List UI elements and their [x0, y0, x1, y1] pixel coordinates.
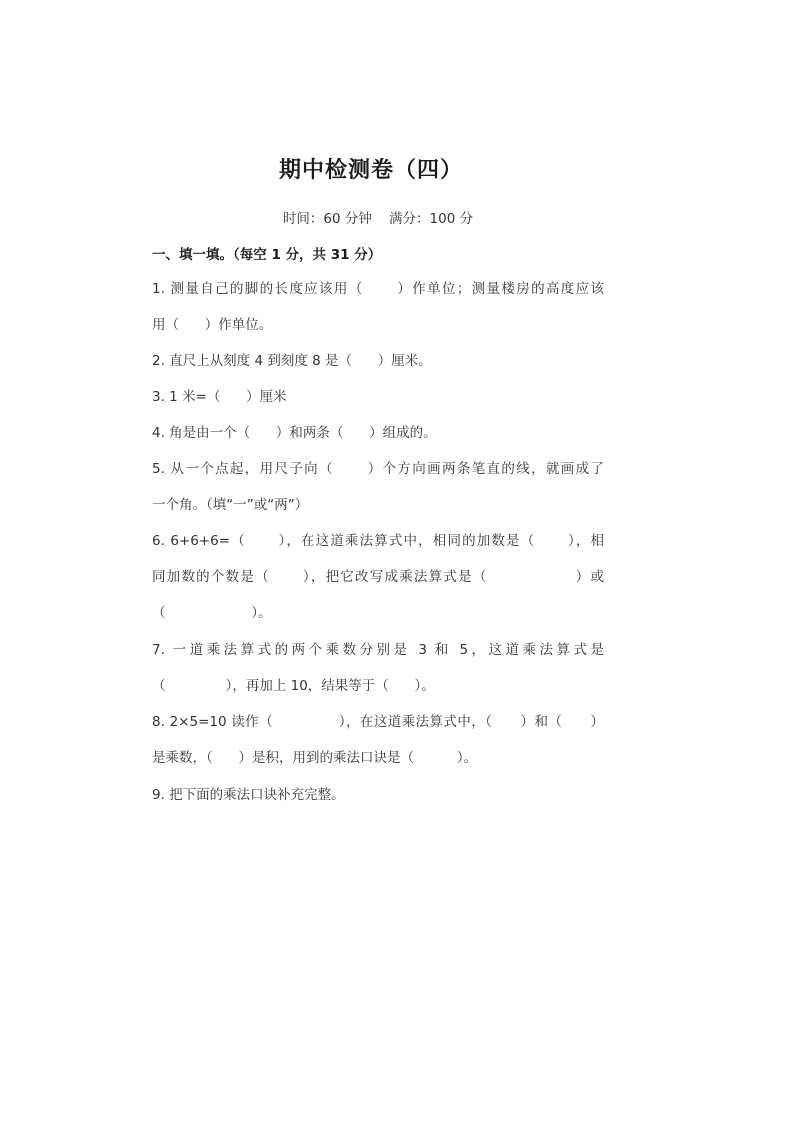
- question-line: 8. 2×5=10 读作（ ），在这道乘法算式中，（ ）和（ ）: [152, 714, 604, 730]
- question-line: （ ）。: [152, 605, 272, 621]
- question-line: 1. 测量自己的脚的长度应该用（ ）作单位；测量楼房的高度应该: [152, 281, 604, 297]
- question-line: 4. 角是由一个（ ）和两条（ ）组成的。: [152, 425, 437, 441]
- question-line: 3. 1 米=（ ）厘米: [152, 389, 287, 405]
- question-line: 是乘数，（ ）是积，用到的乘法口诀是（ ）。: [152, 750, 478, 766]
- question-line: 7. 一道乘法算式的两个乘数分别是 3 和 5，这道乘法算式是: [152, 642, 604, 658]
- question-line: 6. 6+6+6=（ ），在这道乘法算式中，相同的加数是（ ），相: [152, 533, 604, 549]
- question-line: （ ），再加上 10，结果等于（ ）。: [152, 678, 435, 694]
- section-heading: 一、填一填。（每空 1 分，共 31 分）: [152, 247, 382, 263]
- page-title: 期中检测卷（四）: [278, 158, 463, 183]
- question-line: 同加数的个数是（ ），把它改写成乘法算式是（ ）或: [152, 569, 604, 585]
- question-line: 5. 从一个点起，用尺子向（ ）个方向画两条笔直的线，就画成了: [152, 461, 604, 477]
- question-line: 一个角。（填“一”或“两”）: [152, 497, 309, 513]
- question-line: 2. 直尺上从刻度 4 到刻度 8 是（ ）厘米。: [152, 353, 432, 369]
- question-line: 用（ ）作单位。: [152, 317, 273, 333]
- exam-meta: 时间：60 分钟 满分：100 分: [282, 211, 474, 227]
- question-line: 9. 把下面的乘法口诀补充完整。: [152, 787, 345, 803]
